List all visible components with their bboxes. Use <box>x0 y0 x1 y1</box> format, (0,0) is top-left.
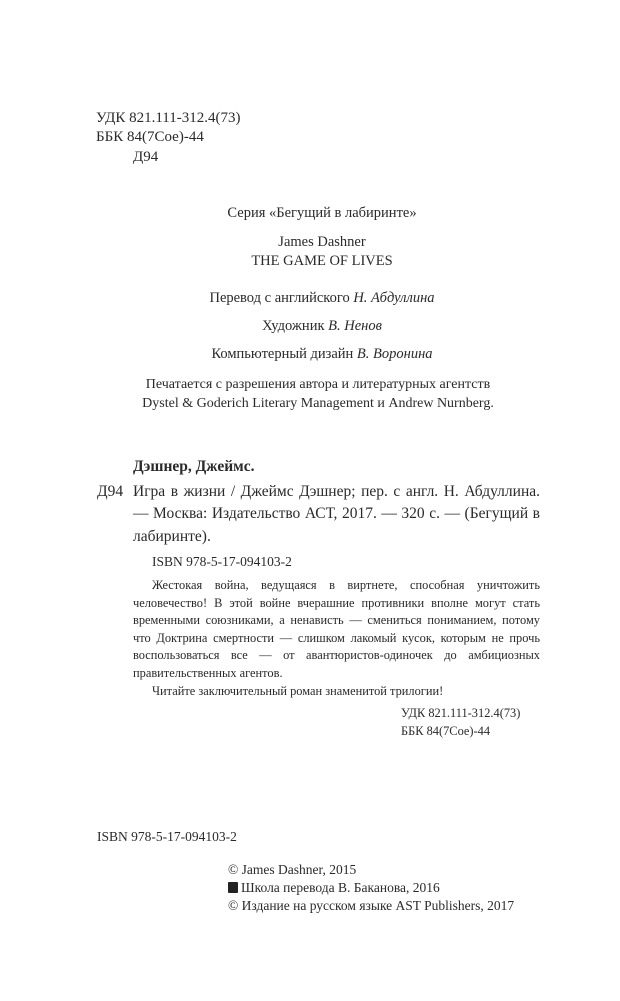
original-author: James Dashner <box>278 234 366 250</box>
artist-label: Художник <box>262 318 325 334</box>
annotation: Жестокая война, ведущаяся в виртнете, способная уничтожить человечество! В этой войне вчерашние противники вполне могут стать временными союзниками, а ненависть — смениться пониманием, потому что Доктрина смертности — слишком лакомый кусок, которым не прочь воспользоваться все — от авантюристов-одиночек до амбициозных правительственных агентов. <box>133 578 540 680</box>
catalog-entry-block <box>97 481 540 549</box>
translation-credit <box>0 291 620 306</box>
original-title: THE GAME OF LIVES <box>251 253 393 269</box>
permission-line-1: Печатается с разрешения автора и литературных агентств <box>145 377 491 392</box>
designer: В. Воронина <box>356 346 433 362</box>
permission-line-2: Dystel & Goderich Literary Management и Andrew Nurnberg. <box>142 396 494 411</box>
bbk-code: ББК 84(7Сое)-44 <box>96 129 204 145</box>
copyright-edition: © Издание на русском языке AST Publishers, 2017 <box>228 898 515 913</box>
catalog-entry: Игра в жизни / Джеймс Дэшнер; пер. с англ. Н. Абдуллина. — Москва: Издательство АСТ, 2017. — 320 с. — (Бегущий в лабиринте). <box>133 482 540 545</box>
translation-school-logo-icon <box>228 882 238 893</box>
copyright-translation-text: Школа перевода В. Баканова, 2016 <box>241 880 440 895</box>
copyright-translation <box>228 881 440 895</box>
series-title: Серия «Бегущий в лабиринте» <box>227 205 417 221</box>
isbn-bottom: ISBN 978-5-17-094103-2 <box>97 829 237 844</box>
design-label: Компьютерный дизайн <box>211 346 354 362</box>
translation-label: Перевод с английского <box>209 290 350 306</box>
catalog-heading: Дэшнер, Джеймс. <box>133 458 255 475</box>
catalog-mark: Д94 <box>97 482 124 500</box>
artist: В. Ненов <box>328 318 382 334</box>
translator: Н. Абдуллина <box>353 290 435 306</box>
author-mark: Д94 <box>133 149 159 165</box>
catalog-isbn: ISBN 978-5-17-094103-2 <box>152 554 292 569</box>
design-credit <box>0 347 620 362</box>
tagline: Читайте заключительный роман знаменитой трилогии! <box>152 683 444 698</box>
catalog-bbk: ББК 84(7Сое)-44 <box>401 724 491 739</box>
catalog-card <box>97 459 540 740</box>
artist-credit <box>0 319 620 334</box>
catalog-udk: УДК 821.111-312.4(73) <box>401 706 521 721</box>
udk-code: УДК 821.111-312.4(73) <box>96 110 241 126</box>
copyright-author: © James Dashner, 2015 <box>228 862 357 877</box>
